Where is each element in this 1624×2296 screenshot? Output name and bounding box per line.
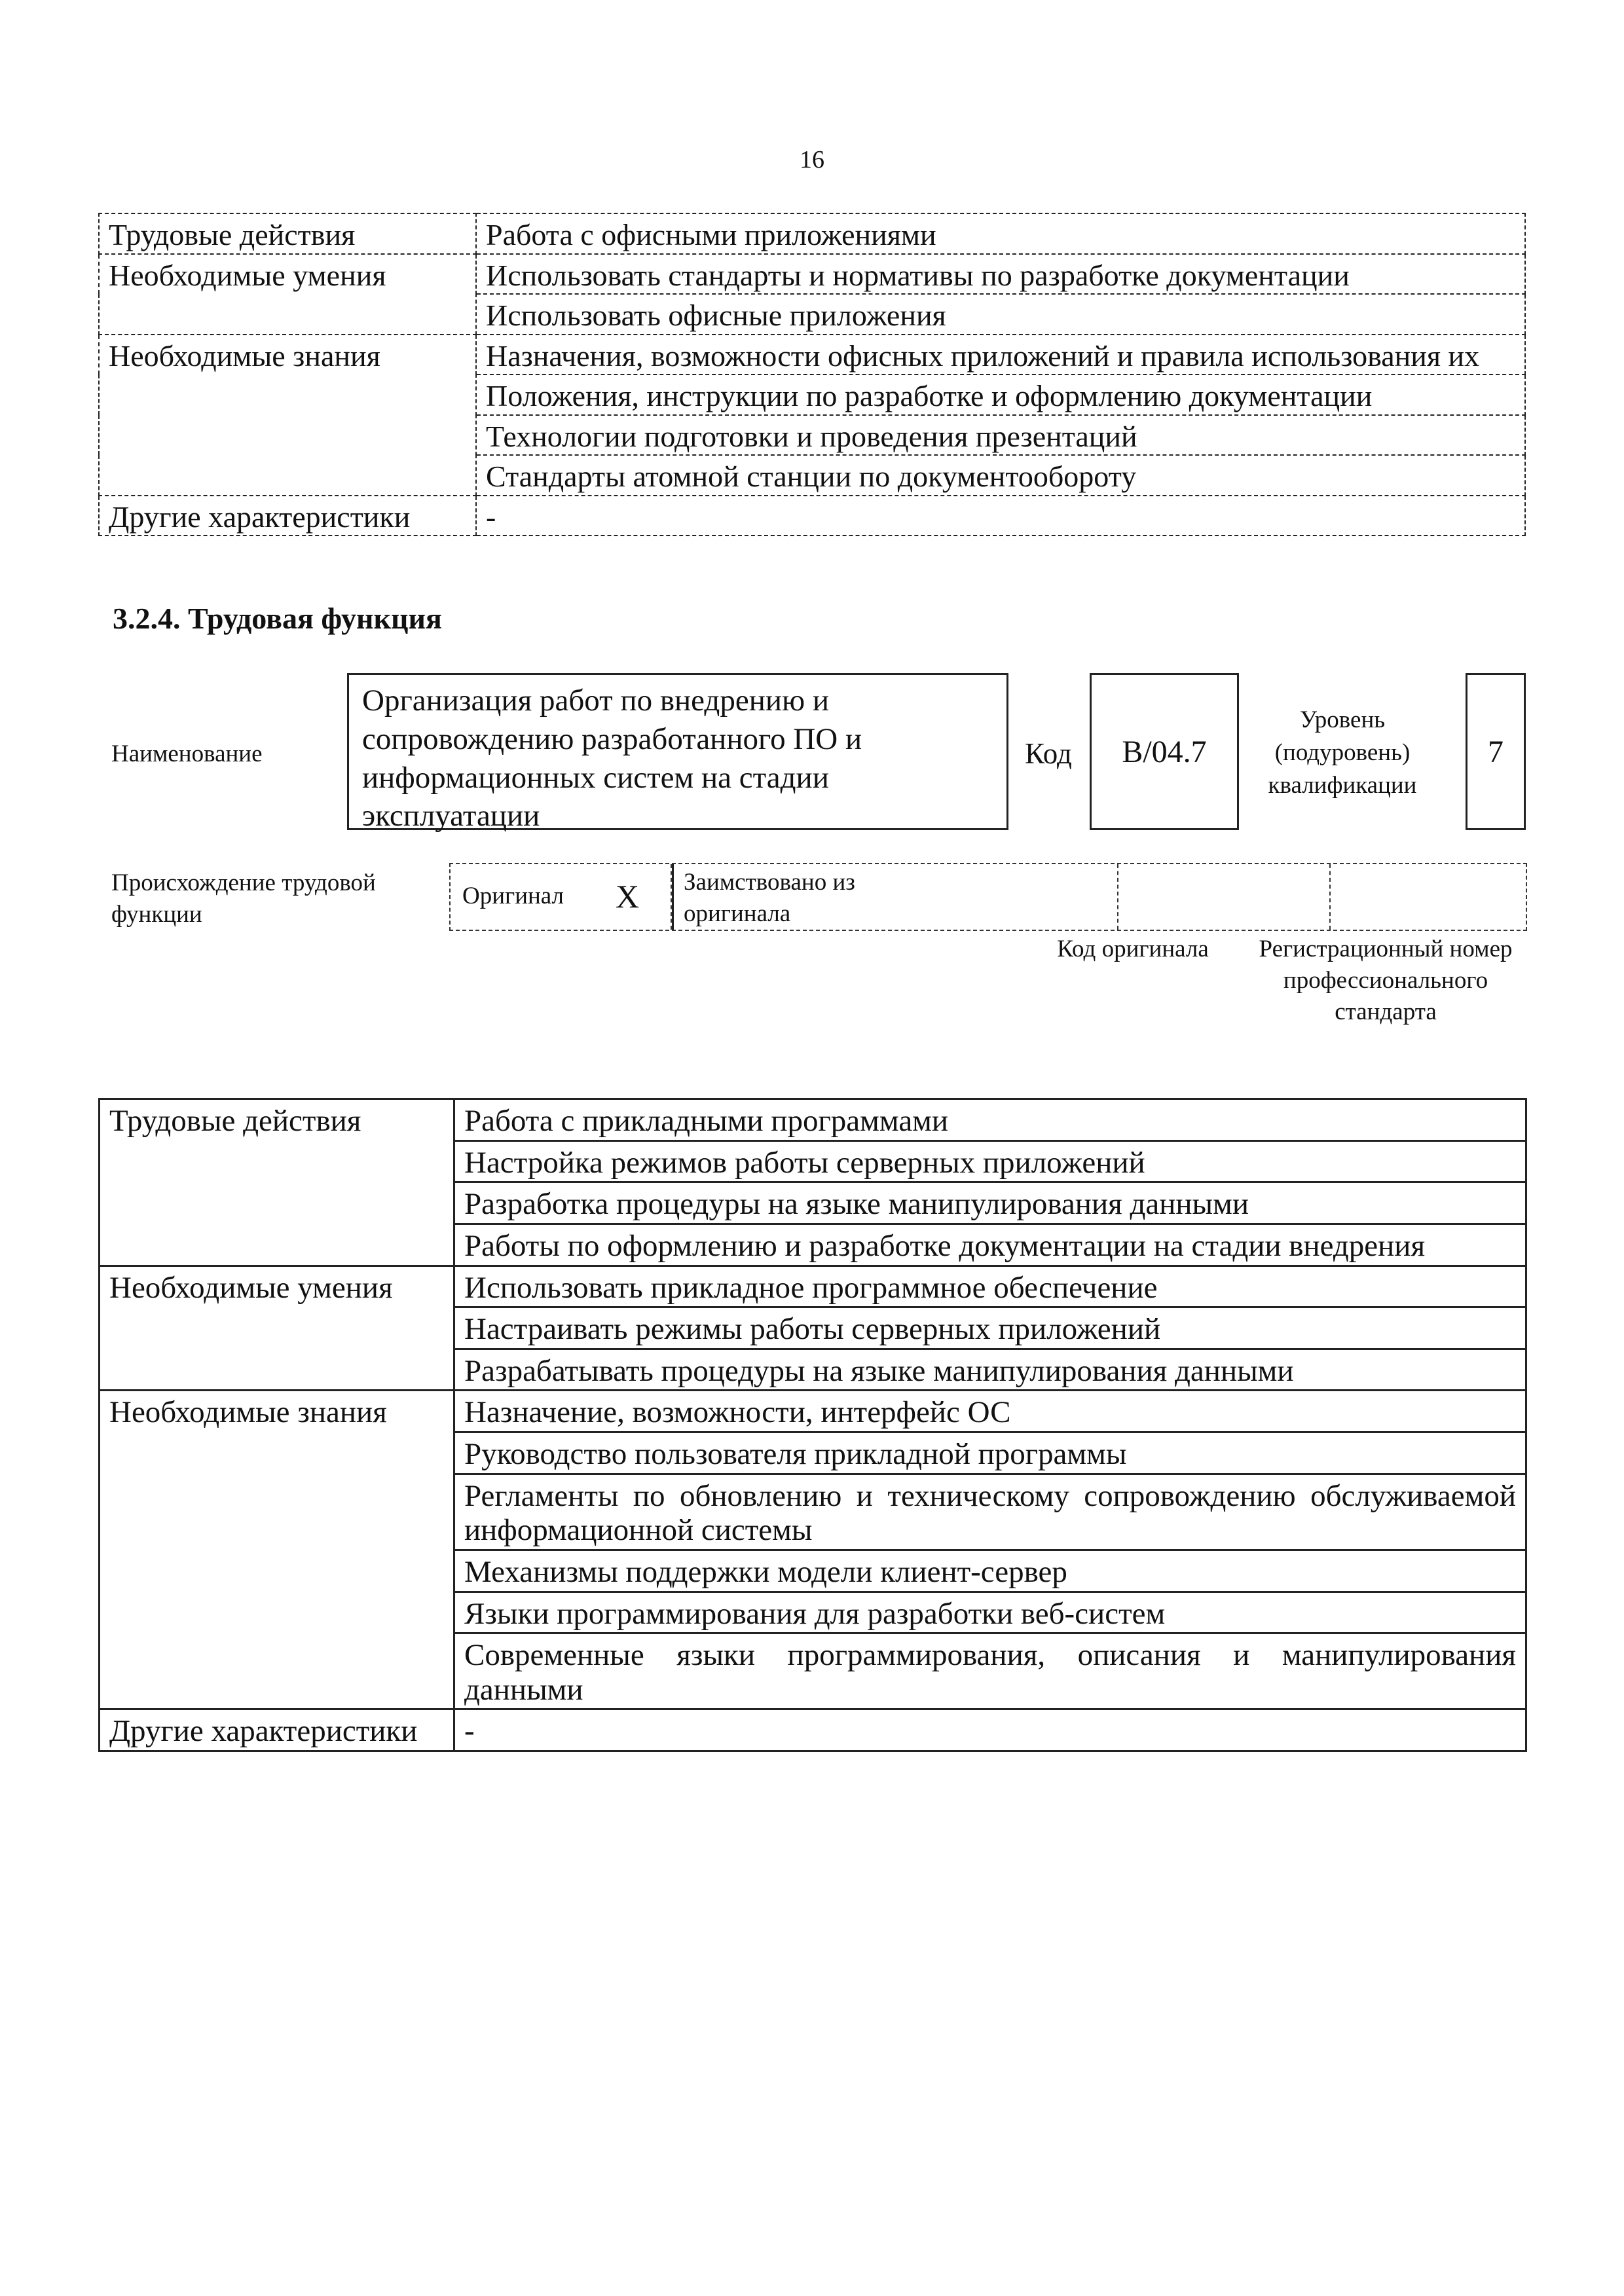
name-value: Организация работ по внедрению и сопровождению разработанного ПО и информационных систем на стадии эксплуатации bbox=[347, 673, 1008, 830]
original-label: Оригинал bbox=[462, 883, 564, 909]
origin-row bbox=[449, 863, 1527, 931]
origin-code-cell bbox=[1118, 864, 1331, 930]
row-item: - bbox=[476, 496, 1525, 536]
level-label: Уровень (подуровень) квалификации bbox=[1268, 706, 1417, 799]
level-value-text: 7 bbox=[1488, 734, 1504, 769]
row-item: Назначение, возможности, интерфейс ОС bbox=[454, 1391, 1526, 1432]
row-item: Технологии подготовки и проведения презентаций bbox=[476, 415, 1525, 456]
row-item: Использовать офисные приложения bbox=[476, 294, 1525, 335]
row-item: Работа с прикладными программами bbox=[454, 1099, 1526, 1141]
section-heading: 3.2.4. Трудовая функция bbox=[113, 602, 442, 635]
table-row bbox=[100, 1709, 1526, 1751]
borrowed-label: Заимствовано из оригинала bbox=[684, 869, 855, 928]
row-item: - bbox=[454, 1709, 1526, 1751]
code-original-label: Код оригинала bbox=[1057, 936, 1209, 962]
code-label: Код bbox=[1025, 737, 1072, 770]
table-row bbox=[99, 496, 1525, 536]
row-label: Необходимые умения bbox=[99, 254, 476, 335]
table-row bbox=[100, 1099, 1526, 1141]
row-label: Трудовые действия bbox=[100, 1099, 454, 1266]
row-item: Разрабатывать процедуры на языке манипулирования данными bbox=[454, 1349, 1526, 1391]
row-item: Современные языки программирования, описания и манипулирования данными bbox=[454, 1633, 1526, 1709]
code-value-text: B/04.7 bbox=[1122, 734, 1207, 769]
row-label: Другие характеристики bbox=[99, 496, 476, 536]
row-item: Языки программирования для разработки веб-систем bbox=[454, 1592, 1526, 1633]
origin-reg-cell bbox=[1331, 864, 1527, 930]
row-label: Необходимые знания bbox=[100, 1391, 454, 1709]
labor-functions-table-bottom bbox=[98, 1098, 1527, 1752]
original-mark: X bbox=[616, 878, 640, 915]
row-item: Использовать прикладное программное обеспечение bbox=[454, 1266, 1526, 1307]
table-row bbox=[99, 213, 1525, 254]
reg-number-label: Регистрационный номер профессионального стандарта bbox=[1259, 936, 1513, 1026]
row-item: Регламенты по обновлению и техническому сопровождению обслуживаемой информационной системы bbox=[454, 1474, 1526, 1550]
table-row bbox=[100, 1391, 1526, 1432]
page-number: 16 bbox=[800, 146, 824, 173]
row-label: Другие характеристики bbox=[100, 1709, 454, 1751]
name-label: Наименование bbox=[111, 740, 263, 767]
labor-functions-table-top bbox=[98, 213, 1526, 536]
table-row bbox=[100, 1266, 1526, 1307]
row-item: Настройка режимов работы серверных приложений bbox=[454, 1140, 1526, 1182]
row-item: Работа с офисными приложениями bbox=[476, 213, 1525, 254]
code-value bbox=[1090, 673, 1239, 830]
row-item: Механизмы поддержки модели клиент-сервер bbox=[454, 1550, 1526, 1592]
row-item: Использовать стандарты и нормативы по разработке документации bbox=[476, 254, 1525, 295]
table-row bbox=[99, 335, 1525, 375]
row-label: Трудовые действия bbox=[99, 213, 476, 254]
row-item: Стандарты атомной станции по документообороту bbox=[476, 455, 1525, 496]
row-item: Разработка процедуры на языке манипулирования данными bbox=[454, 1182, 1526, 1224]
table-row bbox=[99, 254, 1525, 295]
row-label: Необходимые знания bbox=[99, 335, 476, 496]
row-item: Положения, инструкции по разработке и оформлению документации bbox=[476, 374, 1525, 415]
origin-label: Происхождение трудовой функции bbox=[111, 869, 376, 928]
row-item: Руководство пользователя прикладной программы bbox=[454, 1432, 1526, 1474]
row-item: Настраивать режимы работы серверных приложений bbox=[454, 1307, 1526, 1349]
row-item: Назначения, возможности офисных приложений и правила использования их bbox=[476, 335, 1525, 375]
level-value bbox=[1466, 673, 1526, 830]
row-label: Необходимые умения bbox=[100, 1266, 454, 1391]
row-item: Работы по оформлению и разработке документации на стадии внедрения bbox=[454, 1224, 1526, 1266]
